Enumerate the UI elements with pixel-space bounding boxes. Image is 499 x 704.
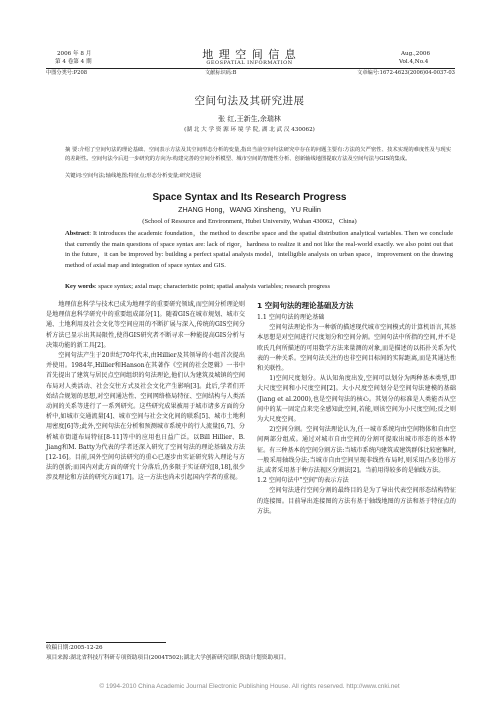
subsection-heading: 1.1 空间句法的理论基础 — [257, 314, 325, 321]
body-paragraph: 2)空间分割。空间句法理论认为,任一城市系统均由空间物体和自由空间两部分组成。通过对城市自由空间的分割可提取出城市形态的基本特征。有三种基本的空间分割方法:当城市系统内建筑或建筑群体比较密集时,一般采用轴线分法;当城市自由空间呈现非线性布局时,则采用凸多边形方法,或者采用基于种方法视区分割法[2]。当前用得较多的是轴线方法。 — [257, 426, 456, 475]
body-paragraph: 地理信息科学与技术已成为地理学的重要研究领域,而空间分析理论则是地理信息科学研究中的重要组成部分[1]。随着GIS在城市规划、城市交通、土地利用及社会文化等空间应用的不断扩展与深入,传统的GIS空间分析方法已显示出其局限性,使得GIS研究者不断寻求一种能提高GIS分析与决策功能的新工具[2]。 — [46, 301, 245, 349]
received-date: 收稿日期:2005-12-26 — [46, 645, 103, 651]
article-number: 文章编号:1672-4623(2006)04-0037-03 — [357, 70, 455, 76]
authors-cn: 张 红,王新生,余瑞林 — [218, 115, 281, 123]
abstract-en — [65, 229, 453, 271]
affiliation-en: (School of Resource and Environment, Hubei University, Wuhan 430062，China) — [142, 218, 357, 225]
header-volume-en: Vol.4,No.4 — [399, 59, 429, 65]
authors-en: ZHANG Hong，WANG Xinsheng，YU Ruilin — [178, 205, 321, 214]
abstract-cn: 摘 要:介绍了空间句法的理论基础、空间表示方法及其空间形态分析的变量,指出当前空间句法研究中存在的问题主要有:方法的欠严密性、技术实现的难度性及与现实的差距性。空间句法今后进一步研究的方向为:构建完善的空间分析模型、城市空间的智能性分析、创新轴线地图提取方法及空间句法与GIS的集成。 — [65, 147, 451, 162]
footnote-rule — [46, 642, 166, 643]
section-heading: 1 空间句法的理论基础及方法 — [257, 301, 354, 310]
issue-date: 2006 年 8 月 — [57, 51, 92, 57]
body-right-column — [257, 300, 456, 517]
abstract-en-text: : It introduces the academic foundation，the method to describe space and the spatial distribution analytical variables. Then we conclude that currently the main questions of space syntax are: lack of rigor，hardness to realize it and not like the real-world exactly. we also point out that in the future，it can be improved by: building a perfect spatial analysis model，intelligible analysis on urban space，improvement on the drawing method of axial map and integration of space syntax and GIS. — [65, 230, 453, 269]
body-paragraph: 空间句法进行空间分割的最终目的是为了导出代表空间形态结构特征的连接图。目前导出连接图的方法有基于轴线地图的方法和基于特征点的方法。 — [257, 487, 456, 515]
funding-note: 项目来源:湖北省科技厅科研专项资助项目(2004T502);湖北大学创新研究团队资助计划资助项目。 — [46, 655, 290, 661]
article-title-cn: 空间句法及其研究进展 — [194, 95, 305, 107]
volume-issue: 第 4 卷第 4 期 — [55, 59, 92, 65]
keywords-en-text: : space syntax; axial map; characteristic point; spatial analysis variables; research progress — [94, 283, 330, 290]
journal-title-en: GEOSPATIAL INFORMATION — [206, 60, 293, 66]
journal-title-cn: 地 理 空 间 信 息 — [202, 48, 297, 61]
body-paragraph: 空间句法理论作为一种新的描述现代城市空间模式的计算机语言,其基本思想是对空间进行尺度划分和空间分割。空间句法中所指的空间,并不是欧氏几何所描述的可用数学方法来量测的对象,而是描述的以拓扑关系为代表的一种关系。空间句法关注的也非空间目标间的实际距离,而是其通达性和关联性。 — [257, 324, 456, 373]
class-number: 中图分类号:P208 — [46, 70, 88, 76]
affiliation-cn: (湖 北 大 学 资 源 环 境 学 院, 湖 北 武 汉 430062) — [184, 127, 315, 133]
keywords-cn: 关键词:空间句法;轴线地图;特征点;形态分析变量;研究进展 — [65, 173, 202, 179]
copyright-footer: © 1994-2010 China Academic Journal Electronic Publishing House. All rights reserved. http://www.cnki.net — [99, 683, 400, 690]
document-code: 文献标识码:B — [205, 70, 237, 76]
body-paragraph: 空间句法产生于20世纪70年代末,由Hillier及其领导的小组首次提出并使用。1984年,Hillier和Hanson在其著作《空间的社会逻辑》一书中首先提出了建筑与居民点空间组织的句法理论,他们认为建筑及城镇的空间布局对人类活动、社会交往方式及社会文化产生影响[3]。此后,学者们开始结合规划的思想,对空间通达性、空间网络格局特征、空间结构与人类活动间的关系等进行了一系列研究。这些研究成果被用于城市诸多方面的分析中,如城市交通流量[4]、城市空间与社会文化间的联系[5]、城市土地利用密度[6]等;此外,空间句法在分析和预测城市系统中的行人流量[6,7]、分析城市街道布局特征[8-11]等中的应用也日益广泛。以Bill Hillier、B. Jiang和M. Batty为代表的学者还深入研究了空间句法的理论基础及方法[12-16]。目前,国外空间句法研究的重心已逐步由实证研究转入理论与方法的创新;而国内对此方面的研究十分落后,仍多限于实证研究[8,18],很少涉及理论和方法的研究方面[17]。这一方法也尚未引起国内学者的重视。 — [46, 352, 245, 482]
article-title-en: Space Syntax and Its Research Progress — [152, 192, 347, 203]
subsection-heading: 1.2 空间句法中"空间"的表示方法 — [257, 477, 349, 485]
body-paragraph: 1)空间尺度划分。从认知角度出发,空间可以划分为两种基本类型,即大尺度空间和小尺度空间[2]。大小尺度空间划分是空间句法建模的基础(Jiang et al.2000),也是空间句法的核心。其划分的标准是人类能否从空间中的某一固定点来完全感知此空间,若能,则该空间为小尺度空间;反之则为大尺度空间。 — [257, 375, 456, 424]
keywords-en — [65, 282, 453, 291]
keywords-en-label: Key words — [65, 283, 95, 290]
header-rule — [46, 68, 455, 69]
header-date-en: Aug.,2006 — [401, 51, 431, 57]
abstract-en-label: Abstract — [65, 230, 90, 237]
body-left-column — [46, 300, 245, 484]
